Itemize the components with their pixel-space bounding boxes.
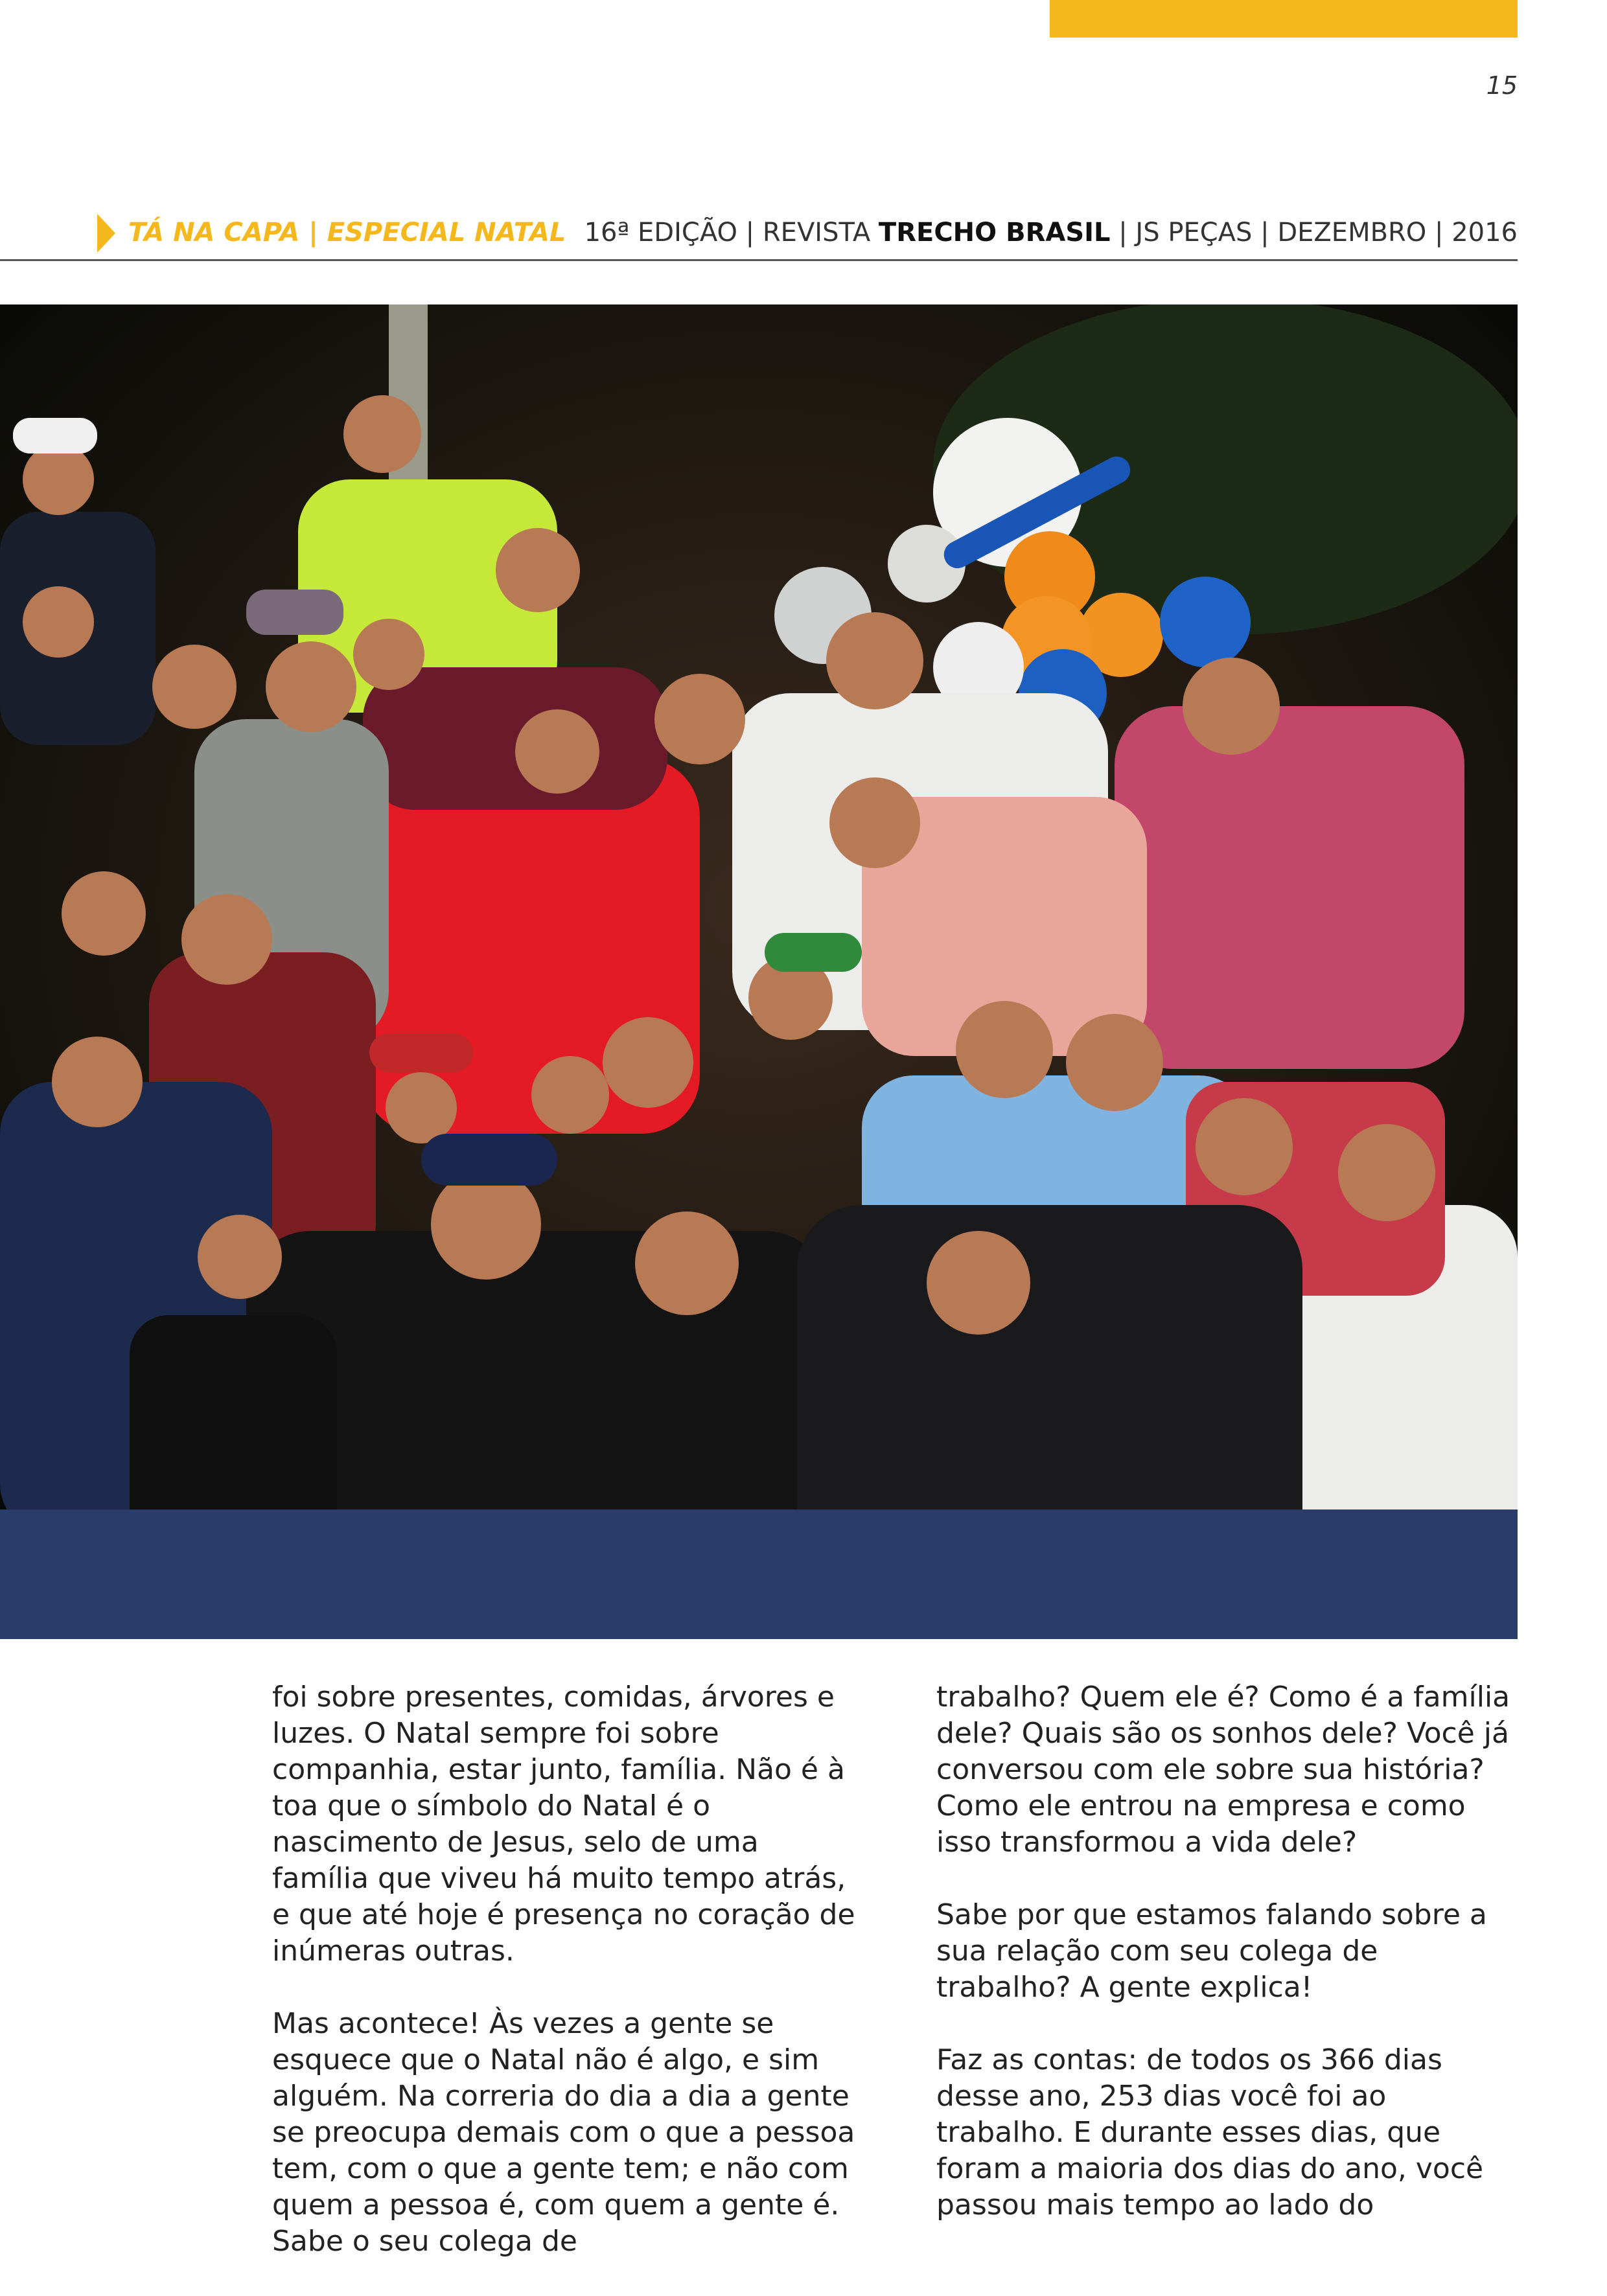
edition-info (584, 218, 1518, 247)
edition-label: 16ª EDIÇÃO | REVISTA (584, 218, 871, 247)
page-number: 15 (1486, 71, 1518, 100)
accent-bar (1050, 0, 1518, 38)
edition-details: | JS PEÇAS | DEZEMBRO | 2016 (1118, 218, 1518, 247)
group-photo-christmas-party-icon (0, 304, 1518, 1639)
paragraph: Sabe por que estamos falando sobre a sua relação com seu colega de trabalho? A gente explica! (936, 1898, 1487, 2004)
section-title: TÁ NA CAPA | ESPECIAL NATAL (128, 218, 566, 247)
paragraph: Mas acontece! Às vezes a gente se esquece que o Natal não é algo, e sim alguém. Na correria do dia a dia a gente se preocupa demais com o que a pessoa tem, com o que a gente tem; e não com quem a pessoa é, com quem a gente é. Sabe o seu colega de (272, 2007, 855, 2258)
paragraph: Faz as contas: de todos os 366 dias desse ano, 253 dias você foi ao trabalho. E durante esses dias, que foram a maioria dos dias do ano, você passou mais tempo ao lado do (936, 2043, 1484, 2221)
magazine-name: TRECHO BRASIL (878, 218, 1111, 247)
section-marker-icon (97, 214, 115, 253)
article-column-right (936, 1679, 1520, 2260)
paragraph: foi sobre presentes, comidas, árvores e luzes. O Natal sempre foi sobre companhia, estar junto, família. Não é à toa que o símbolo do Natal é o nascimento de Jesus, selo de uma família que viveu há muito tempo atrás, e que até hoje é presença no coração de inúmeras outras. (272, 1681, 855, 1968)
article-column-left (272, 1679, 855, 2296)
paragraph: trabalho? Quem ele é? Como é a família dele? Quais são os sonhos dele? Você já conversou com ele sobre sua história? Como ele entrou na empresa e como isso transformou a vida dele? (936, 1681, 1510, 1859)
page-header (0, 207, 1518, 261)
group-photo (0, 304, 1518, 1639)
